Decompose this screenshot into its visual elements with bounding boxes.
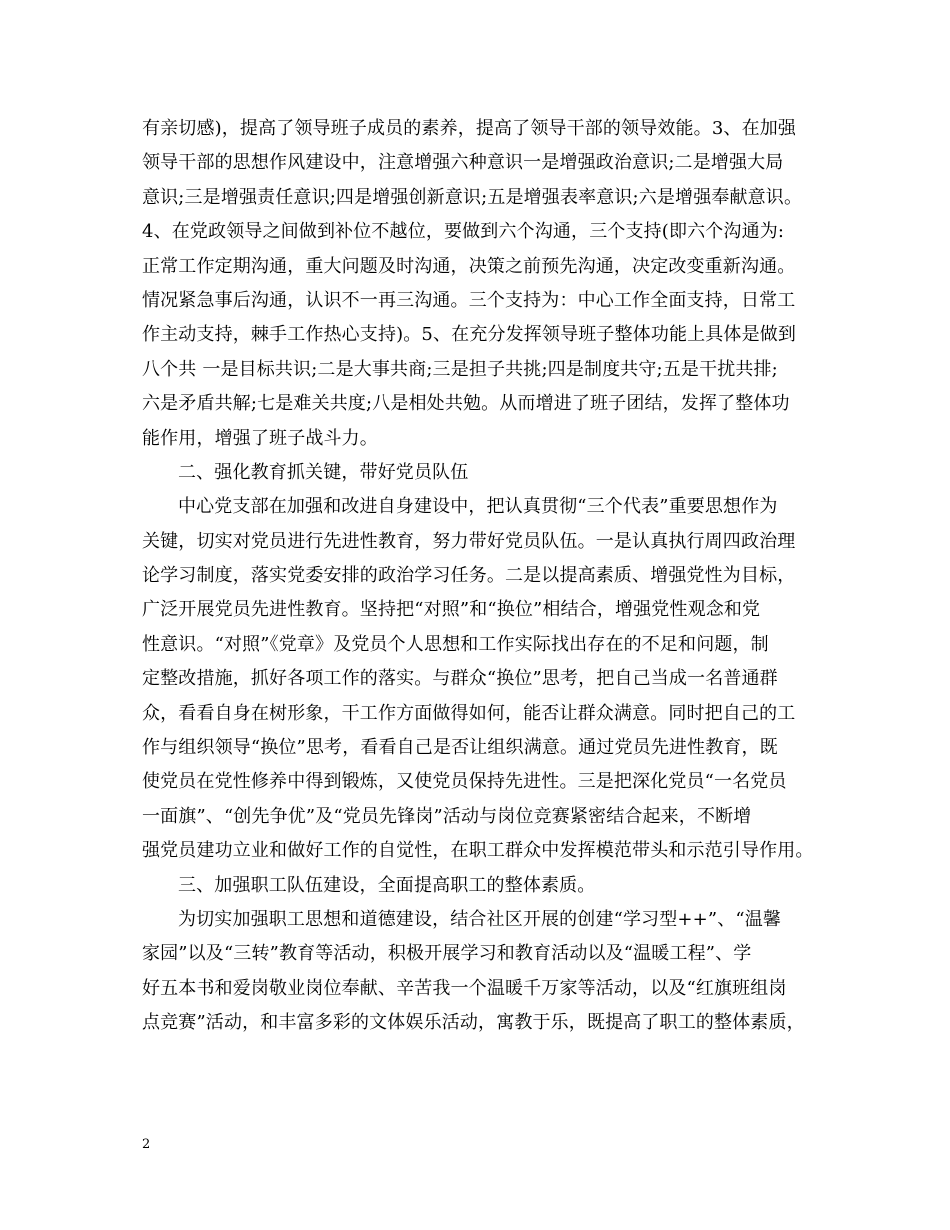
text-line: 八个共 一是目标共识;二是大事共商;三是担子共挑;四是制度共守;五是干扰共排; bbox=[142, 358, 778, 380]
text-line: 能作用，增强了班子战斗力。 bbox=[142, 427, 378, 449]
text-line: 领导干部的思想作风建设中，注意增强六种意识一是增强政治意识;二是增强大局 bbox=[142, 152, 784, 174]
text-line: 情况紧急事后沟通，认识不一再三沟通。三个支持为：中心工作全面支持，日常工 bbox=[142, 289, 796, 311]
text-line: 强党员建功立业和做好工作的自觉性，在职工群众中发挥模范带头和示范引导作用。 bbox=[142, 840, 814, 862]
text-line: 使党员在党性修养中得到锻炼，又使党员保持先进性。三是把深化党员“一名党员 bbox=[142, 771, 787, 793]
text-line: 为切实加强职工思想和道德建设，结合社区开展的创建“学习型++”、“温馨 bbox=[178, 908, 782, 930]
text-line: 点竞赛”活动，和丰富多彩的文体娱乐活动，寓教于乐，既提高了职工的整体素质， bbox=[142, 1012, 805, 1034]
text-line: 有亲切感)，提高了领导班子成员的素养，提高了领导干部的领导效能。3、在加强 bbox=[142, 118, 797, 139]
text-line: 意识;三是增强责任意识;四是增强创新意识;五是增强表率意识;六是增强奉献意识。 bbox=[142, 186, 803, 208]
text-line: 论学习制度，落实党委安排的政治学习任务。二是以提高素质、增强党性为目标， bbox=[142, 565, 796, 587]
text-line: 定整改措施，抓好各项工作的落实。与群众“换位”思考，把自己当成一名普通群 bbox=[142, 668, 778, 690]
text-line: 好五本书和爱岗敬业岗位奉献、辛苦我一个温暖千万家等活动，以及“红旗班组岗 bbox=[142, 977, 787, 999]
text-line: 作主动支持，棘手工作热心支持)。5、在充分发挥领导班子整体功能上具体是做到 bbox=[142, 324, 797, 346]
page-number: 2 bbox=[142, 1137, 151, 1152]
text-line: 中心党支部在加强和改进自身建设中，把认真贯彻“三个代表”重要思想作为 bbox=[178, 496, 778, 518]
text-line: 二、强化教育抓关键，带好党员队伍 bbox=[178, 461, 469, 483]
text-line: 众，看看自身在树形象，干工作方面做得如何，能否让群众满意。同时把自己的工 bbox=[142, 702, 796, 724]
text-line: 关键，切实对党员进行先进性教育，努力带好党员队伍。一是认真执行周四政治理 bbox=[142, 530, 796, 552]
text-line: 家园”以及“三转”教育等活动，积极开展学习和教育活动以及“温暖工程”、学 bbox=[142, 943, 752, 965]
text-line: 性意识。“对照”《党章》及党员个人思想和工作实际找出存在的不足和问题，制 bbox=[142, 633, 769, 655]
text-line: 六是矛盾共解;七是难关共度;八是相处共勉。从而增进了班子团结，发挥了整体功 bbox=[142, 393, 790, 415]
text-line: 作与组织领导“换位”思考，看看自己是否让组织满意。通过党员先进性教育，既 bbox=[142, 737, 778, 759]
text-line: 三、加强职工队伍建设，全面提高职工的整体素质。 bbox=[178, 874, 596, 896]
text-line: 4、在党政领导之间做到补位不越位，要做到六个沟通，三个支持(即六个沟通为: bbox=[142, 221, 785, 243]
text-line: 一面旗”、“创先争优”及“党员先锋岗”活动与岗位竞赛紧密结合起来，不断增 bbox=[142, 805, 752, 827]
text-line: 广泛开展党员先进性教育。坚持把“对照”和“换位”相结合，增强党性观念和党 bbox=[142, 599, 761, 621]
document-body bbox=[142, 112, 822, 1041]
text-line: 正常工作定期沟通，重大问题及时沟通，决策之前预先沟通，决定改变重新沟通。 bbox=[142, 255, 796, 277]
